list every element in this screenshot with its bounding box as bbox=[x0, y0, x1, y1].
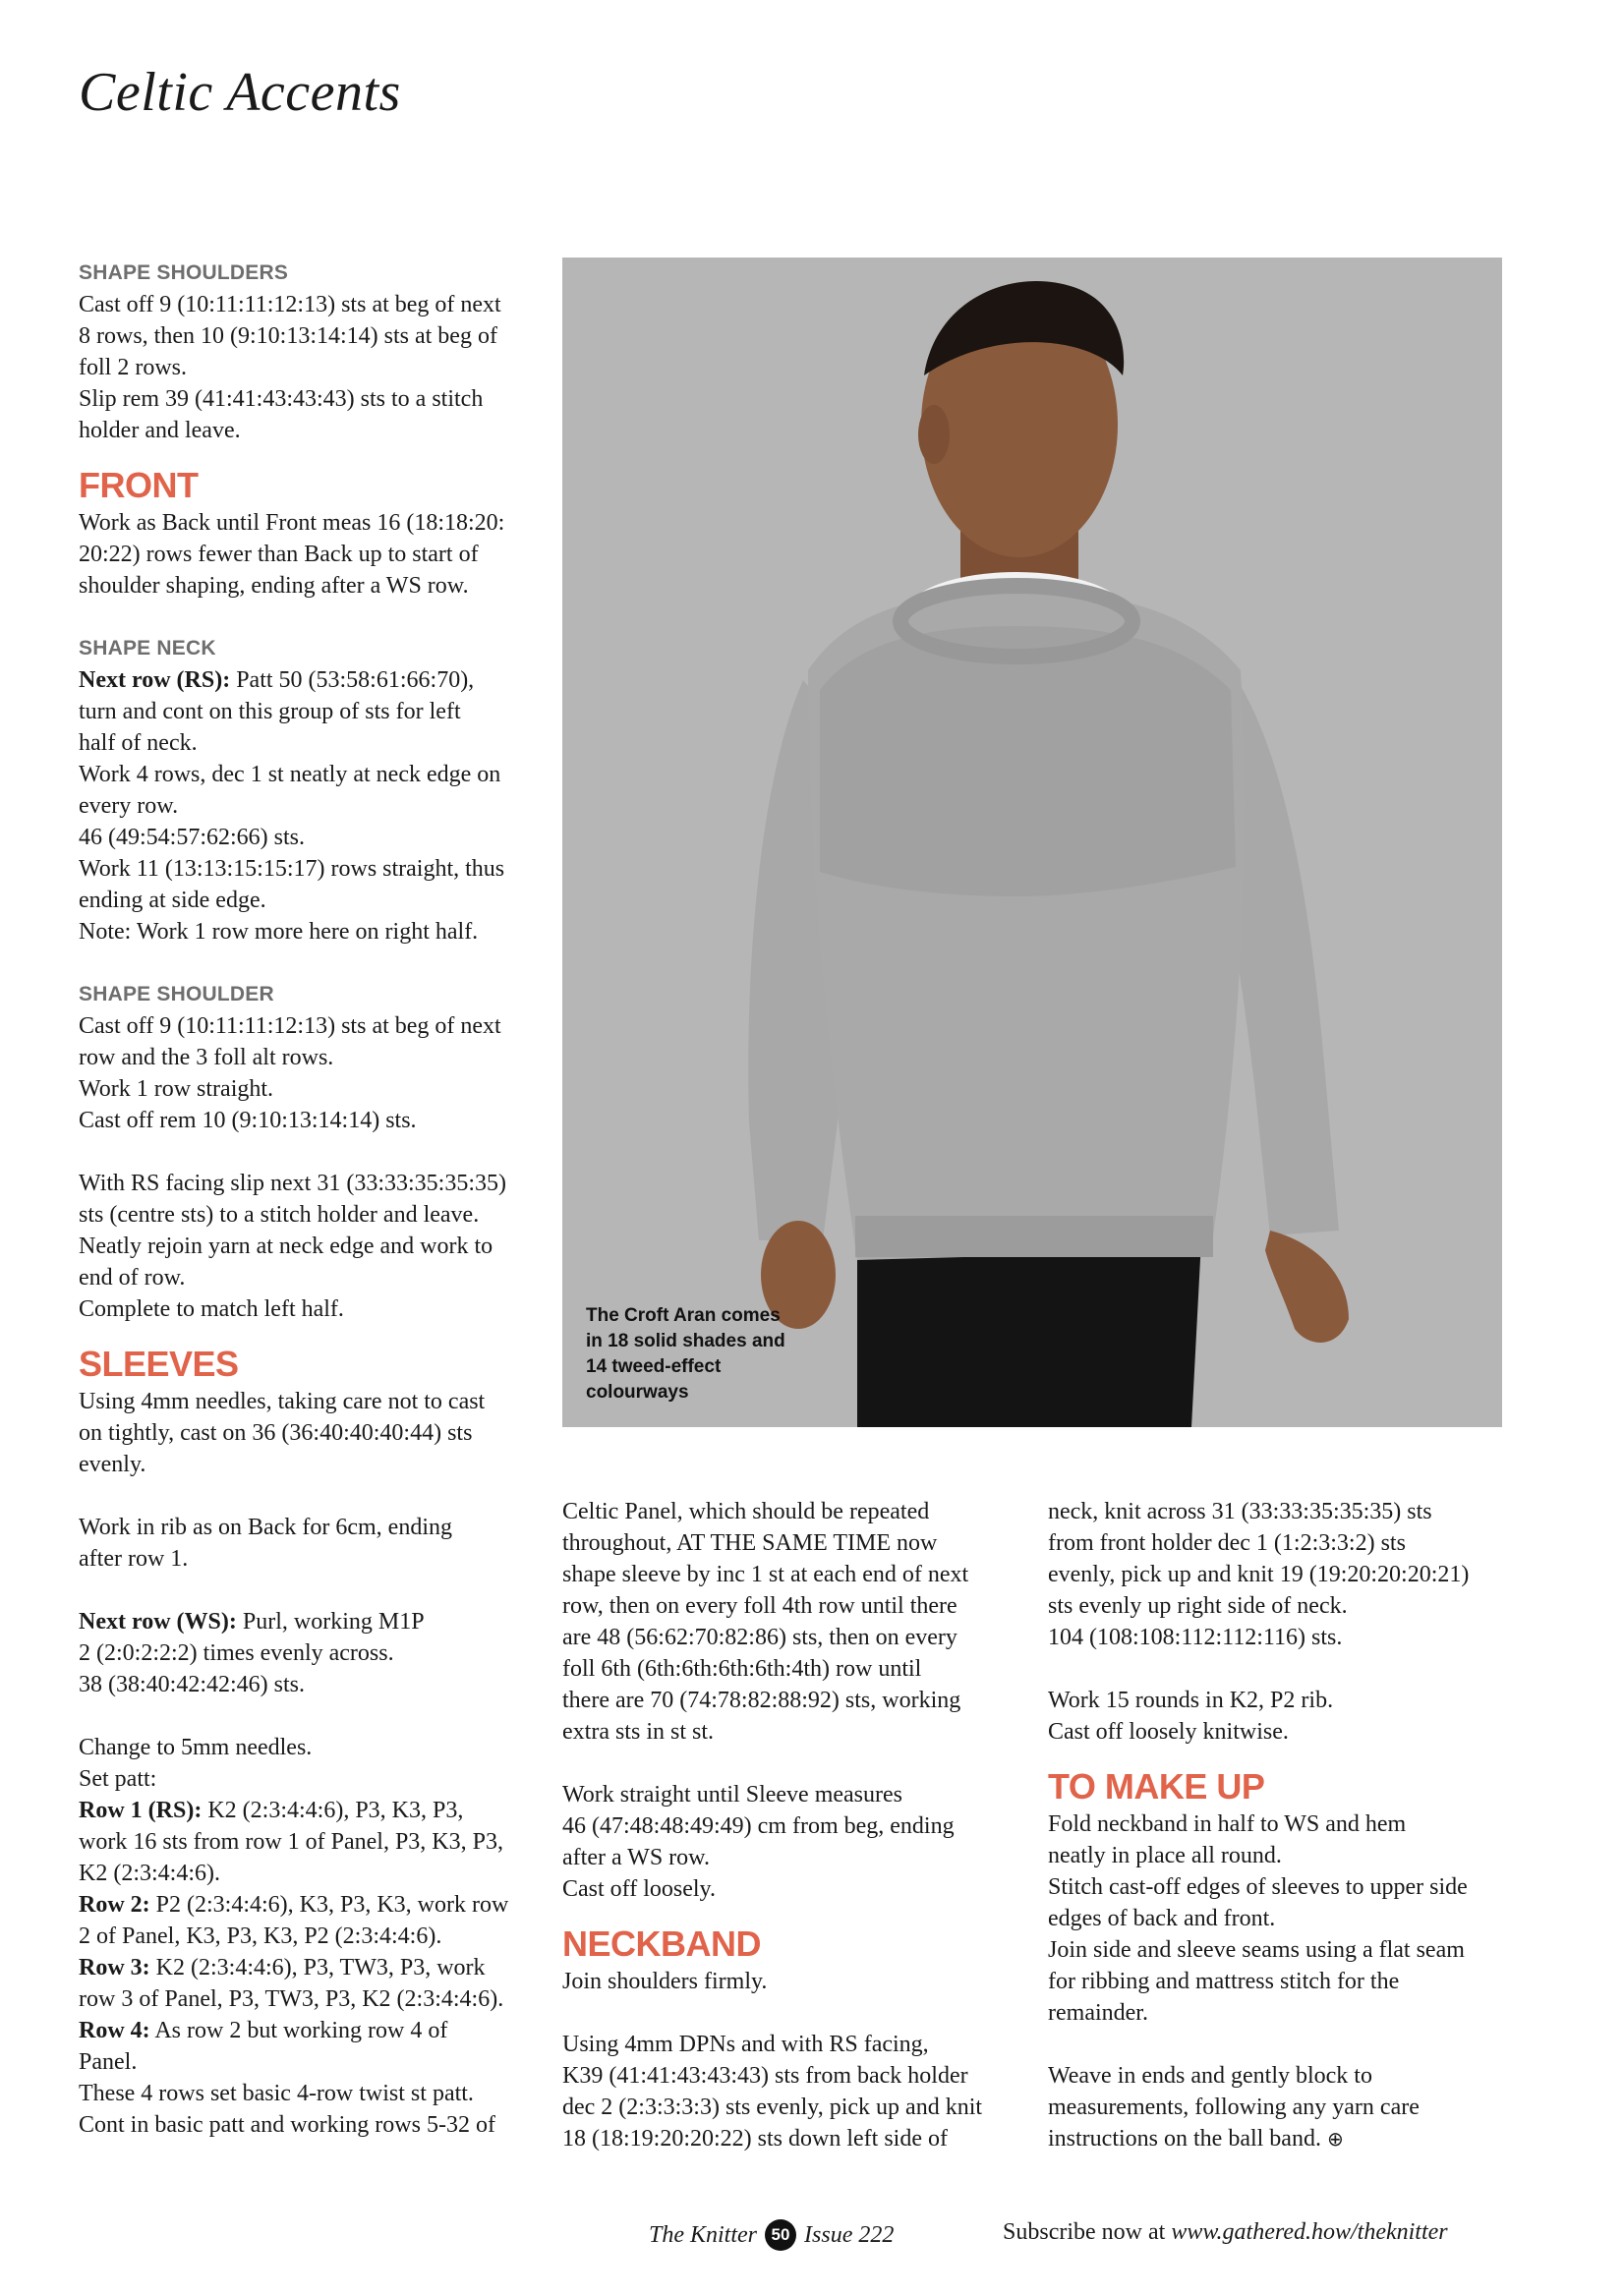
shape-shoulder-text: Cast off 9 (10:11:11:12:13) sts at beg of next row and the 3 foll alt rows. Work 1 row straight. Cast off rem 10 (9:10:13:14:14) sts. bbox=[79, 1013, 501, 1133]
footer-url-link[interactable]: www.gathered.how/theknitter bbox=[1171, 2219, 1448, 2245]
subhead-shape-neck: SHAPE NECK bbox=[79, 637, 216, 660]
shape-neck-body: Patt 50 (53:58:61:66:70), turn and cont on this group of sts for left half of neck. Work 4 rows, dec 1 st neatly at neck edge on every row. 46 (49:54:57:62:66) sts. Work 11 (13:13:15:15:17) rows straight, thus ending at side edge. Note: Work 1 row more here on right half. bbox=[79, 667, 505, 945]
join-shoulders-text: Join shoulders firmly. bbox=[562, 1969, 768, 1994]
shape-neck-text bbox=[79, 664, 541, 947]
weave-text bbox=[1048, 2060, 1510, 2154]
subhead-shape-shoulder: SHAPE SHOULDER bbox=[79, 983, 274, 1005]
page-number-badge: 50 bbox=[765, 2219, 796, 2251]
sleeves-text: Using 4mm needles, taking care not to cast on tightly, cast on 36 (36:40:40:40:44) sts evenly. bbox=[79, 1389, 486, 1477]
work-straight-text: Work straight until Sleeve measures 46 (47:48:48:49:49) cm from beg, ending after a WS row. Cast off loosely. bbox=[562, 1782, 955, 1902]
dpns-text: Using 4mm DPNs and with RS facing, K39 (41:41:43:43:43) sts from back holder dec 2 (2:3:3:3:3) sts evenly, pick up and knit 18 (18:19:20:20:22) sts down left side of bbox=[562, 2032, 983, 2152]
row-4-body: As row 2 but working row 4 of Panel. bbox=[79, 2018, 448, 2075]
footer-issue bbox=[649, 2219, 894, 2251]
row-2-body: P2 (2:3:4:4:6), K3, P3, K3, work row 2 of Panel, K3, P3, K3, P2 (2:3:4:4:6). bbox=[79, 1892, 509, 1949]
weave-body: Weave in ends and gently block to measurements, following any yarn care instructions on the ball band. bbox=[1048, 2063, 1420, 2152]
row-1-label: Row 1 (RS): bbox=[79, 1798, 203, 1823]
row-3-label: Row 3: bbox=[79, 1955, 150, 1980]
shape-shoulders-text: Cast off 9 (10:11:11:12:13) sts at beg of next 8 rows, then 10 (9:10:13:14:14) sts at beg of foll 2 rows. Slip rem 39 (41:41:43:43:43) sts to a stitch holder and leave. bbox=[79, 292, 501, 443]
column-3 bbox=[1048, 1496, 1510, 2154]
row-2-label: Row 2: bbox=[79, 1892, 150, 1918]
row-4-text bbox=[79, 2015, 541, 2078]
basic-patt-text: These 4 rows set basic 4-row twist st patt. Cont in basic patt and working rows 5-32 of bbox=[79, 2081, 495, 2138]
make-up-text: Fold neckband in half to WS and hem neatly in place all round. Stitch cast-off edges of sleeves to upper side edges of back and front. Join side and sleeve seams using a flat seam for ribbing and mattress stitch for the remainder. bbox=[1048, 1811, 1468, 2026]
row-3-text bbox=[79, 1952, 541, 2015]
section-front: FRONT bbox=[79, 465, 199, 505]
photo-caption: The Croft Aran comes in 18 solid shades and 14 tweed-effect colourways bbox=[586, 1305, 785, 1403]
change-needles-text: Change to 5mm needles. Set patt: bbox=[79, 1735, 313, 1792]
model-photo-illustration bbox=[562, 258, 1502, 1427]
page-title: Celtic Accents bbox=[79, 62, 401, 123]
front-text: Work as Back until Front meas 16 (18:18:20: 20:22) rows fewer than Back up to start of shoulder shaping, ending after a WS row. bbox=[79, 510, 505, 599]
subhead-shape-shoulders: SHAPE SHOULDERS bbox=[79, 261, 289, 284]
footer-magazine-name: The Knitter bbox=[649, 2221, 758, 2248]
row-1-text bbox=[79, 1795, 541, 1889]
rib-text: Work in rib as on Back for 6cm, ending after row 1. bbox=[79, 1515, 452, 1572]
section-sleeves: SLEEVES bbox=[79, 1344, 239, 1384]
column-1 bbox=[79, 258, 541, 2141]
column-2 bbox=[562, 1496, 1024, 2154]
model-photo bbox=[562, 258, 1502, 1427]
footer-subscribe bbox=[1003, 2219, 1448, 2246]
row-3-body: K2 (2:3:4:4:6), P3, TW3, P3, work row 3 of Panel, P3, TW3, P3, K2 (2:3:4:4:6). bbox=[79, 1955, 504, 2012]
rounds-text: Work 15 rounds in K2, P2 rib. Cast off loosely knitwise. bbox=[1048, 1688, 1334, 1745]
footer-issue-number: Issue 222 bbox=[804, 2221, 895, 2248]
next-row-ws-body: Purl, working M1P 2 (2:0:2:2:2) times evenly across. 38 (38:40:42:42:46) sts. bbox=[79, 1609, 425, 1697]
footer-subscribe-text: Subscribe now at bbox=[1003, 2219, 1172, 2245]
row-4-label: Row 4: bbox=[79, 2018, 150, 2043]
celtic-panel-text: Celtic Panel, which should be repeated throughout, AT THE SAME TIME now shape sleeve by inc 1 st at each end of next row, then on every foll 4th row until there are 48 (56:62:70:82:86) sts, then on every foll 6th (6th:6th:6th:6th:4th) row until there are 70 (74:78:82:88:92) sts, working extra sts in st st. bbox=[562, 1499, 969, 1745]
next-row-ws-text bbox=[79, 1606, 541, 1700]
rs-facing-text: With RS facing slip next 31 (33:33:35:35:35) sts (centre sts) to a stitch holder and leave. Neatly rejoin yarn at neck edge and work to end of row. Complete to match left half. bbox=[79, 1171, 506, 1322]
next-row-rs-label: Next row (RS): bbox=[79, 667, 231, 693]
row-1-body: K2 (2:3:4:4:6), P3, K3, P3, work 16 sts from row 1 of Panel, P3, K3, P3, K2 (2:3:4:4:6). bbox=[79, 1798, 503, 1886]
next-row-ws-label: Next row (WS): bbox=[79, 1609, 237, 1635]
neck-knit-text: neck, knit across 31 (33:33:35:35:35) sts from front holder dec 1 (1:2:3:3:2) sts evenly, pick up and knit 19 (19:20:20:20:21) sts evenly up right side of neck. 104 (108:108:112:112:116) sts. bbox=[1048, 1499, 1470, 1650]
section-to-make-up: TO MAKE UP bbox=[1048, 1766, 1265, 1807]
section-neckband: NECKBAND bbox=[562, 1923, 761, 1964]
end-of-article-icon: ⊕ bbox=[1326, 2127, 1344, 2151]
row-2-text bbox=[79, 1889, 541, 1952]
